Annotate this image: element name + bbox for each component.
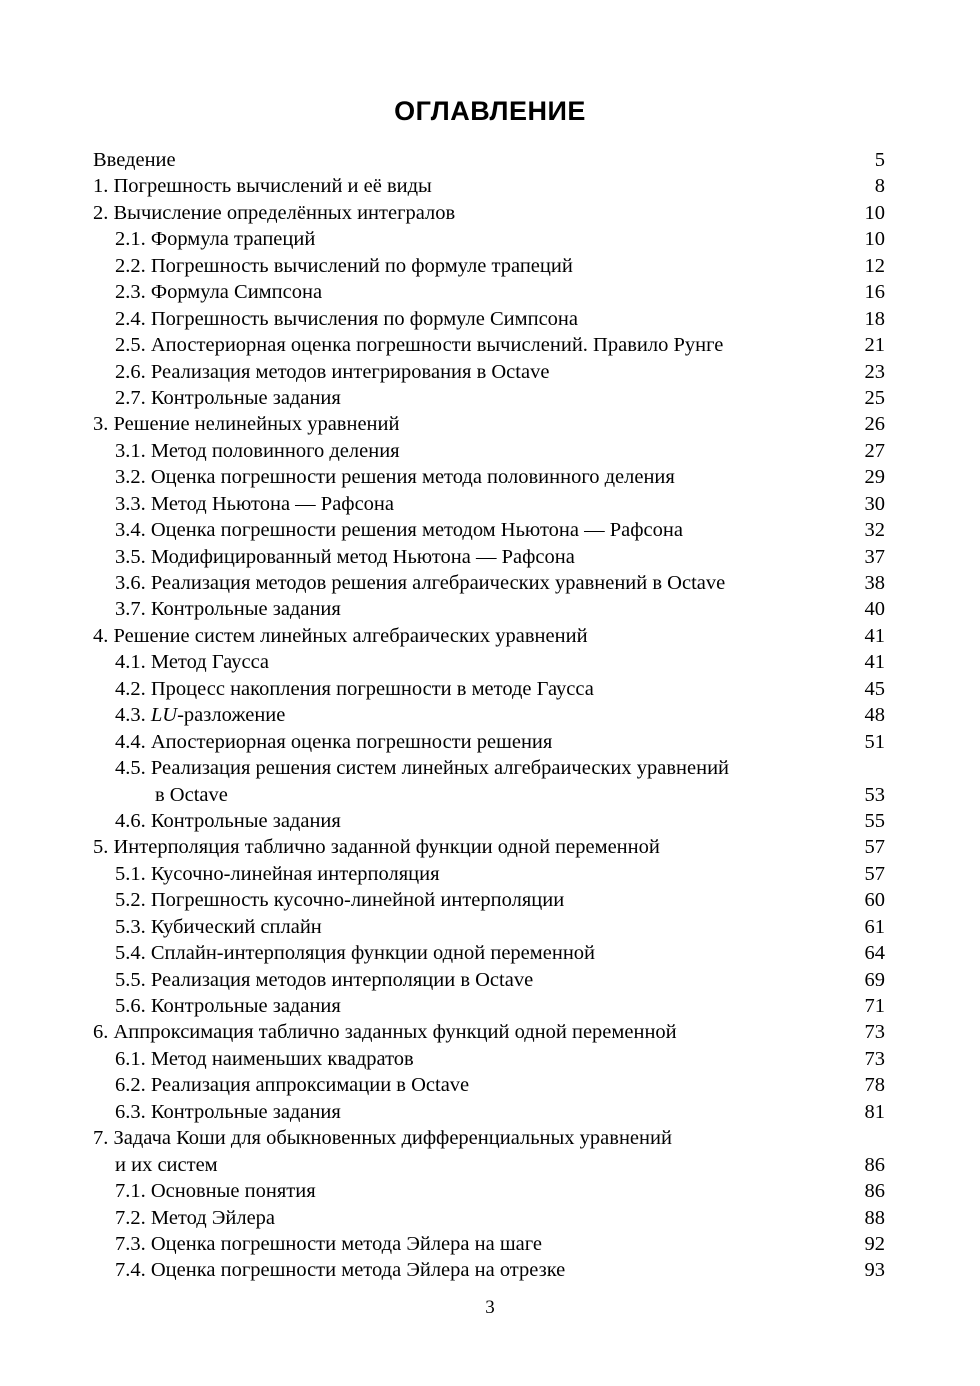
- toc-entry[interactable]: [93, 306, 885, 332]
- toc-entry-page: 48: [864, 704, 885, 727]
- toc-entry-label: 5.3. Кубический сплайн: [115, 915, 322, 938]
- toc-entry-label-cont: и их систем: [115, 1153, 218, 1176]
- toc-entry-page: 23: [864, 360, 885, 383]
- toc-entry-label: 5. Интерполяция таблично заданной функции одной переменной: [93, 836, 660, 859]
- toc-entry-label: 4.2. Процесс накопления погрешности в методе Гаусса: [115, 677, 594, 700]
- toc-entry-label: 5.1. Кусочно-линейная интерполяция: [115, 862, 440, 885]
- toc-entry-page: 41: [864, 651, 885, 674]
- toc-entry-label-prefix: 4.3.: [115, 704, 151, 727]
- toc-entry-label: 7.1. Основные понятия: [115, 1180, 316, 1203]
- toc-entry-first-line[interactable]: [93, 755, 885, 781]
- toc-entry-page: 25: [864, 386, 885, 409]
- toc-entry[interactable]: [93, 623, 885, 649]
- toc-entry-label: 5.5. Реализация методов интерполяции в Octave: [115, 968, 534, 991]
- toc-entry-page: 88: [864, 1206, 885, 1229]
- toc-entry-page: 71: [864, 995, 885, 1017]
- toc-entry-page: 29: [864, 466, 885, 489]
- toc-entry-page: 73: [864, 1021, 885, 1044]
- toc-entry-label: 4.1. Метод Гаусса: [115, 651, 270, 674]
- toc-entry[interactable]: [93, 1046, 885, 1072]
- toc-entry-page: 78: [864, 1074, 885, 1097]
- toc-entry-page: 45: [864, 677, 885, 700]
- toc-entry[interactable]: [93, 887, 885, 913]
- toc-entry[interactable]: [93, 279, 885, 305]
- toc-entry[interactable]: [93, 200, 885, 226]
- toc-entry[interactable]: [93, 596, 885, 622]
- toc-entry-continuation[interactable]: [93, 1152, 885, 1178]
- toc-entry-label: Введение: [93, 149, 176, 171]
- toc-entry-page: 92: [864, 1232, 885, 1255]
- toc-entry-page: 57: [864, 836, 885, 859]
- toc-entry-label: 2.1. Формула трапеций: [115, 228, 316, 251]
- toc-entry[interactable]: [93, 253, 885, 279]
- toc-entry-label-suffix: -разложение: [177, 704, 286, 727]
- toc-entry[interactable]: [93, 1099, 885, 1125]
- page-number: 3: [485, 1297, 495, 1318]
- toc-entry[interactable]: [93, 411, 885, 437]
- toc-entry-label: 6.3. Контрольные задания: [115, 1100, 341, 1123]
- toc-entry[interactable]: [93, 464, 885, 490]
- toc-entry-label: [115, 702, 285, 728]
- toc-entry[interactable]: [93, 967, 885, 993]
- toc-entry[interactable]: [93, 702, 885, 728]
- toc-entry-label: 3. Решение нелинейных уравнений: [93, 413, 400, 436]
- toc-entry-label: 1. Погрешность вычислений и её виды: [93, 175, 432, 198]
- toc-entry[interactable]: [93, 729, 885, 755]
- toc-entry-page: 12: [864, 254, 885, 277]
- toc-entry-label: 2.2. Погрешность вычислений по формуле трапеций: [115, 254, 573, 277]
- toc-entry[interactable]: [93, 1205, 885, 1231]
- toc-entry-page: 26: [864, 413, 885, 436]
- toc-entry-label: 4.6. Контрольные задания: [115, 809, 341, 832]
- toc-entry[interactable]: [93, 147, 885, 173]
- toc-entry[interactable]: [93, 359, 885, 385]
- toc-entry[interactable]: [93, 1019, 885, 1045]
- toc-entry[interactable]: [93, 1178, 885, 1204]
- toc-entry-page: 64: [864, 942, 885, 965]
- toc-entry-page: 5: [874, 149, 885, 171]
- toc-entry-label: 7.4. Оценка погрешности метода Эйлера на отрезке: [115, 1259, 566, 1282]
- toc-entry-page: 27: [864, 439, 885, 462]
- toc-entry-label: 2. Вычисление определённых интегралов: [93, 201, 456, 224]
- toc-entry-page: 10: [864, 228, 885, 251]
- toc-entry[interactable]: [93, 332, 885, 358]
- toc-entry[interactable]: [93, 173, 885, 199]
- toc-entry-label: 3.4. Оценка погрешности решения методом Ньютона — Рафсона: [115, 519, 683, 542]
- toc-entry-page: 69: [864, 968, 885, 991]
- toc-entry[interactable]: [93, 940, 885, 966]
- toc-entry-page: 55: [864, 809, 885, 832]
- toc-entry[interactable]: [93, 808, 885, 834]
- toc-entry[interactable]: [93, 226, 885, 252]
- toc-entry[interactable]: [93, 861, 885, 887]
- toc-entry-label-italic: LU: [150, 704, 178, 727]
- toc-entry-label: 6.2. Реализация аппроксимации в Octave: [115, 1074, 470, 1097]
- toc-entry[interactable]: [93, 993, 885, 1019]
- toc-entry-page: 93: [864, 1259, 885, 1282]
- toc-entry[interactable]: [93, 517, 885, 543]
- toc-entry-label: 5.6. Контрольные задания: [115, 995, 341, 1017]
- toc-entry-page: 57: [864, 862, 885, 885]
- toc-entry-page: 86: [864, 1180, 885, 1203]
- toc-entry-page: 73: [864, 1047, 885, 1070]
- toc-entry[interactable]: [93, 385, 885, 411]
- toc-entry-label: 2.4. Погрешность вычисления по формуле Симпсона: [115, 307, 578, 330]
- toc-entry[interactable]: [93, 544, 885, 570]
- toc-entry-page: 60: [864, 889, 885, 912]
- toc-entry[interactable]: [93, 914, 885, 940]
- toc-entry-page: 30: [864, 492, 885, 515]
- toc-entry[interactable]: [93, 570, 885, 596]
- toc-entry[interactable]: [93, 649, 885, 675]
- toc-entry[interactable]: [93, 676, 885, 702]
- toc-entry-page: 86: [864, 1153, 885, 1176]
- toc-entry[interactable]: [93, 834, 885, 860]
- toc-entry-page: 51: [864, 730, 885, 753]
- toc-entry-page: 10: [864, 201, 885, 224]
- toc-entry-label: 4.5. Реализация решения систем линейных алгебраических уравнений: [115, 757, 730, 780]
- toc-entry-label: 2.3. Формула Симпсона: [115, 281, 323, 304]
- toc-entry[interactable]: [93, 1072, 885, 1098]
- toc-entry-label: 3.3. Метод Ньютона — Рафсона: [115, 492, 394, 515]
- toc-entry-label: 5.4. Сплайн-интерполяция функции одной переменной: [115, 942, 596, 965]
- toc-entry[interactable]: [93, 438, 885, 464]
- toc-entry-page: 41: [864, 624, 885, 647]
- toc-entry-label: 2.6. Реализация методов интегрирования в Octave: [115, 360, 550, 383]
- toc-entry-continuation[interactable]: [93, 782, 885, 808]
- toc-entry-label: 2.5. Апостериорная оценка погрешности вычислений. Правило Рунге: [115, 334, 724, 357]
- toc-entry-page: 16: [864, 281, 885, 304]
- toc-entry-label: 5.2. Погрешность кусочно-линейной интерполяции: [115, 889, 565, 912]
- toc-entry-page: 53: [864, 783, 885, 806]
- toc-entry-label: 4.4. Апостериорная оценка погрешности решения: [115, 730, 553, 753]
- toc-entry-page: 21: [864, 334, 885, 357]
- page-title: ОГЛАВЛЕНИЕ: [394, 96, 586, 126]
- toc-entry-first-line[interactable]: [93, 1125, 885, 1151]
- toc-entry-page: 32: [864, 519, 885, 542]
- toc-entry-label: 3.7. Контрольные задания: [115, 598, 341, 621]
- toc-entry-label: 6.1. Метод наименьших квадратов: [115, 1047, 414, 1070]
- toc-entry-page: 61: [864, 915, 885, 938]
- toc-entry-label: 6. Аппроксимация таблично заданных функций одной переменной: [93, 1021, 677, 1044]
- toc-entry-label: 3.2. Оценка погрешности решения метода половинного деления: [115, 466, 675, 489]
- toc-entry-label: 3.5. Модифицированный метод Ньютона — Рафсона: [115, 545, 575, 568]
- toc-entry-page: 81: [864, 1100, 885, 1123]
- toc-entry-label: 4. Решение систем линейных алгебраических уравнений: [93, 624, 588, 647]
- toc-entry[interactable]: [93, 491, 885, 517]
- toc-entry-label: 7.2. Метод Эйлера: [115, 1206, 276, 1229]
- toc-entry-label: 7.3. Оценка погрешности метода Эйлера на шаге: [115, 1232, 542, 1255]
- toc-entry[interactable]: [93, 1257, 885, 1283]
- toc-entry-label: 7. Задача Коши для обыкновенных дифференциальных уравнений: [93, 1127, 672, 1150]
- toc-entry-label: 3.6. Реализация методов решения алгебраических уравнений в Octave: [115, 572, 726, 594]
- toc-entry[interactable]: [93, 1231, 885, 1257]
- toc-entry-page: 8: [874, 175, 885, 198]
- toc-entry-label-cont: в Octave: [155, 783, 228, 806]
- toc-entry-page: 38: [864, 572, 885, 594]
- toc-entry-page: 18: [864, 307, 885, 330]
- table-of-contents: [93, 147, 885, 1284]
- toc-entry-label: 2.7. Контрольные задания: [115, 386, 341, 409]
- toc-entry-page: 37: [864, 545, 885, 568]
- toc-entry-page: 40: [864, 598, 885, 621]
- toc-entry-label: 3.1. Метод половинного деления: [115, 439, 400, 462]
